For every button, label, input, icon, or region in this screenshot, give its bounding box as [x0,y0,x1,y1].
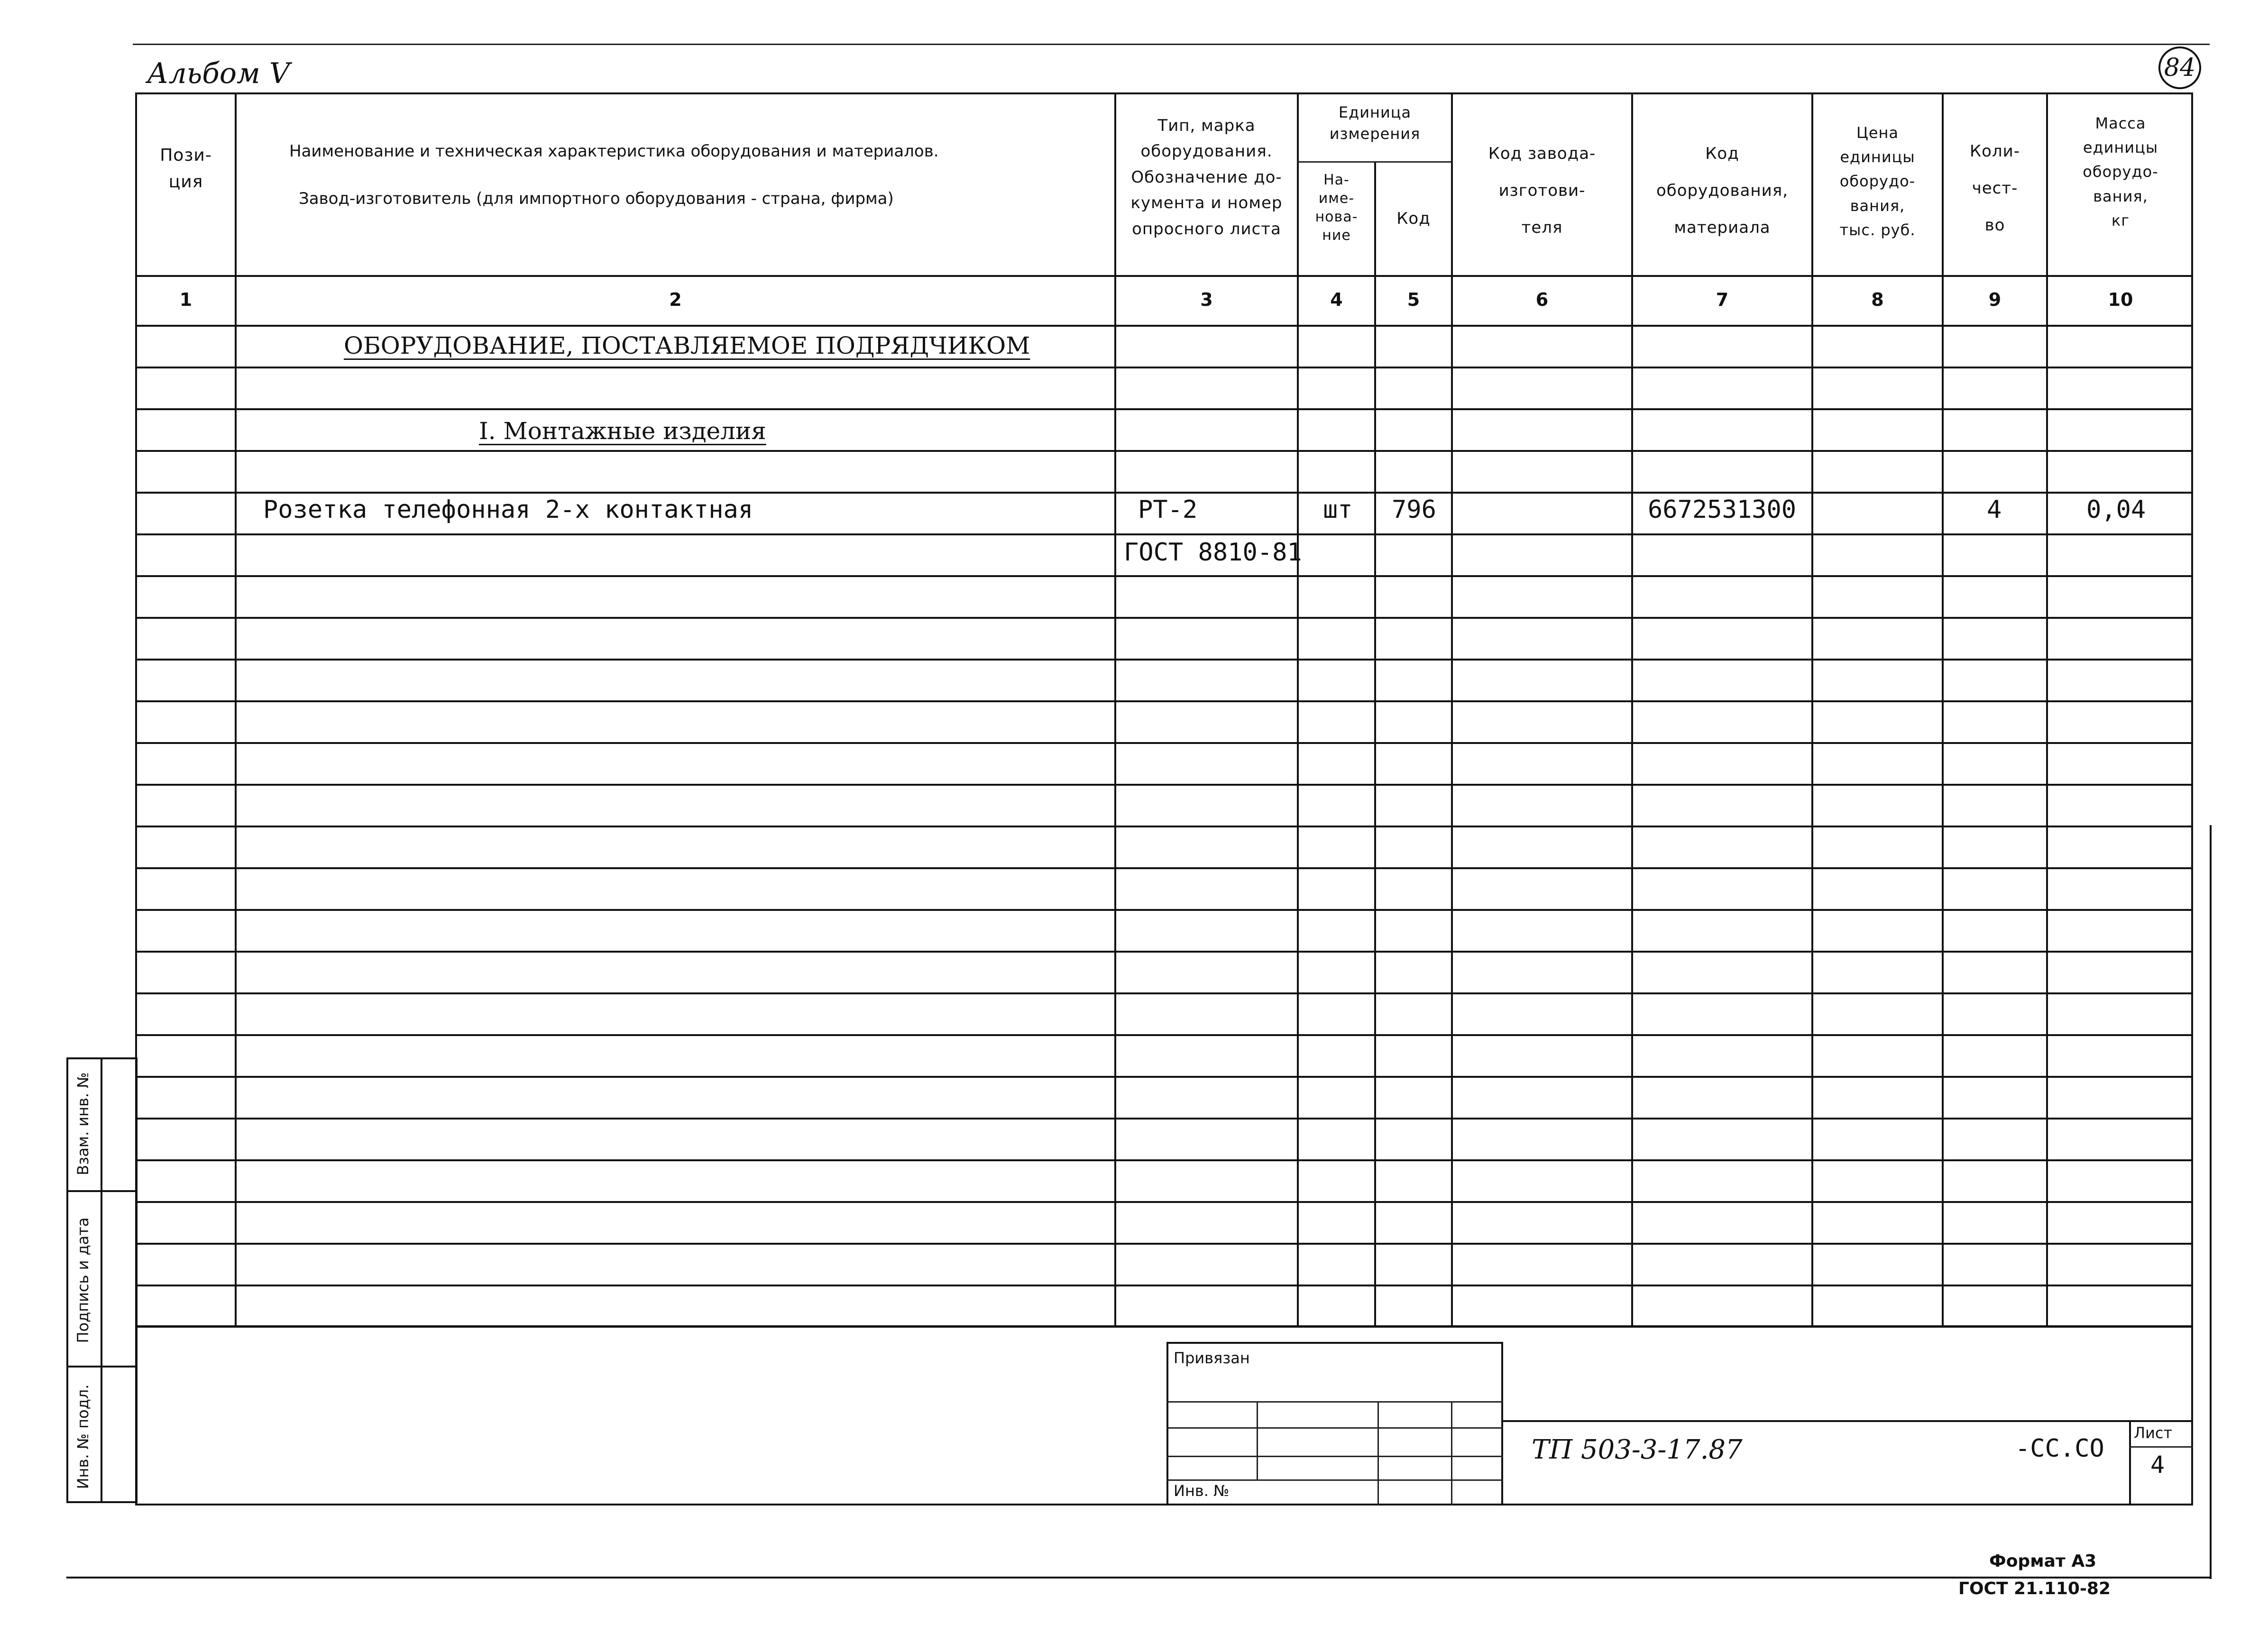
row-separator [135,1034,2193,1036]
row-separator [135,575,2193,577]
item-quantity: 4 [1987,496,2002,524]
doc-code: ТП 503-3-17.87 [1532,1434,1743,1465]
section-title: ОБОРУДОВАНИЕ, ПОСТАВЛЯЕМОЕ ПОДРЯДЧИКОМ [344,332,1030,359]
col-line-4 [1374,161,1376,1328]
col-line-2 [1114,92,1116,1328]
row-separator [135,408,2193,410]
top-border-line [133,44,2210,45]
item-code: 6672531300 [1648,496,1797,524]
side-podpis: Подпись и дата [74,1217,92,1343]
item-mass: 0,04 [2086,496,2146,524]
header-unit-name: На- име- нова- ние [1315,172,1358,244]
header-manufacturer-code: Код завода- изготови- теля [1488,144,1596,238]
gost-label: ГОСТ 21.110-82 [1958,1579,2111,1598]
row-separator [135,992,2193,994]
privyazan-line-4 [1166,1479,1503,1481]
col-line-9 [2046,92,2048,1328]
row-separator [135,1159,2193,1161]
page-number-circle [2158,46,2201,89]
privyazan-vline-1 [1257,1401,1258,1479]
row-separator [135,951,2193,953]
album-label: Альбом V [147,57,290,90]
row-separator [135,909,2193,911]
doc-suffix: -СС.СО [2015,1434,2104,1463]
colnum-7: 7 [1716,289,1729,310]
right-margin-line [2210,825,2212,1579]
colnum-6: 6 [1535,289,1549,310]
row-separator [135,1201,2193,1203]
privyazan-vline-3 [1451,1401,1452,1505]
row-separator [135,867,2193,869]
row-separator [135,492,2193,494]
row-separator [135,1076,2193,1078]
bottom-stamp-frame [135,1325,2193,1505]
row-separator [135,742,2193,744]
item-name: Розетка телефонная 2-х контактная [263,496,753,524]
colnum-4: 4 [1330,289,1343,310]
col-line-3 [1297,92,1299,1328]
colnum-1: 1 [179,289,193,310]
row-separator [135,367,2193,368]
privyazan-vline-2 [1377,1401,1379,1505]
side-stamp-line-2 [66,1366,138,1367]
header-type: Тип, марка оборудования. Обозначение до- кумента и номер опросного листа [1130,116,1283,239]
page-number: 84 [2164,54,2196,82]
row-separator [135,784,2193,786]
row-separator [135,533,2193,535]
inv-no-label: Инв. № [1174,1482,1230,1500]
row-separator [135,700,2193,702]
table-frame [135,92,2193,1328]
subsection-title-text: I. Монтажные изделия [479,417,766,445]
row-separator [135,826,2193,827]
format-label: Формат А3 [1989,1551,2097,1571]
item-doc: ГОСТ 8810-81 [1124,538,1302,567]
col-line-1 [235,92,237,1328]
privyazan-line-2 [1166,1427,1503,1429]
colnum-5: 5 [1407,289,1420,310]
header-mass: Масса единицы оборудо- вания, кг [2083,114,2158,229]
subsection-title [479,417,766,445]
sheet-box-left [2129,1420,2131,1505]
page-bottom-line [66,1577,2212,1579]
row-separator [135,1285,2193,1286]
header-unit-code: Код [1396,209,1431,228]
side-vzam: Взам. инв. № [74,1072,92,1175]
item-unit-code: 796 [1392,496,1436,524]
row-separator [135,1243,2193,1245]
header-quantity: Коли- чест- во [1969,142,2020,235]
sheet-number: 4 [2150,1451,2165,1478]
privyazan-line-3 [1166,1456,1503,1457]
sheet-label: Лист [2134,1424,2173,1442]
header-name-line1: Наименование и техническая характеристика оборудования и материалов. [289,142,939,161]
colnum-10: 10 [2108,289,2133,310]
row-separator [135,617,2193,619]
colnum-9: 9 [1988,289,2002,310]
header-position: Пози- ция [160,146,212,192]
col-line-6 [1631,92,1633,1328]
item-type: РТ-2 [1138,496,1198,524]
row-separator [135,450,2193,452]
col-line-7 [1811,92,1813,1328]
header-bottom-line [135,275,2193,277]
colnum-8: 8 [1871,289,1884,310]
privyazan-line-1 [1166,1401,1503,1403]
side-inv-podl: Инв. № подл. [74,1384,92,1489]
colnum-3: 3 [1200,289,1213,310]
col-line-8 [1942,92,1944,1328]
header-name-line2: Завод-изготовитель (для импортного оборудования - страна, фирма) [299,189,894,208]
header-unit: Единица измерения [1329,103,1421,143]
colnum-bottom-line [135,325,2193,327]
side-stamp-divider [101,1057,102,1503]
row-separator [135,1118,2193,1120]
header-price: Цена единицы оборудо- вания, тыс. руб. [1839,124,1916,239]
item-unit: шт [1323,496,1353,524]
colnum-2: 2 [669,289,682,310]
privyazan-label: Привязан [1174,1349,1250,1367]
header-equipment-code: Код оборудования, материала [1656,144,1789,238]
sheet-box-divider [2129,1446,2193,1448]
title-block-top [1503,1420,2193,1422]
row-separator [135,659,2193,661]
side-stamp-line-1 [66,1190,138,1192]
col-line-5 [1451,92,1453,1328]
unit-group-divider [1297,161,1451,163]
